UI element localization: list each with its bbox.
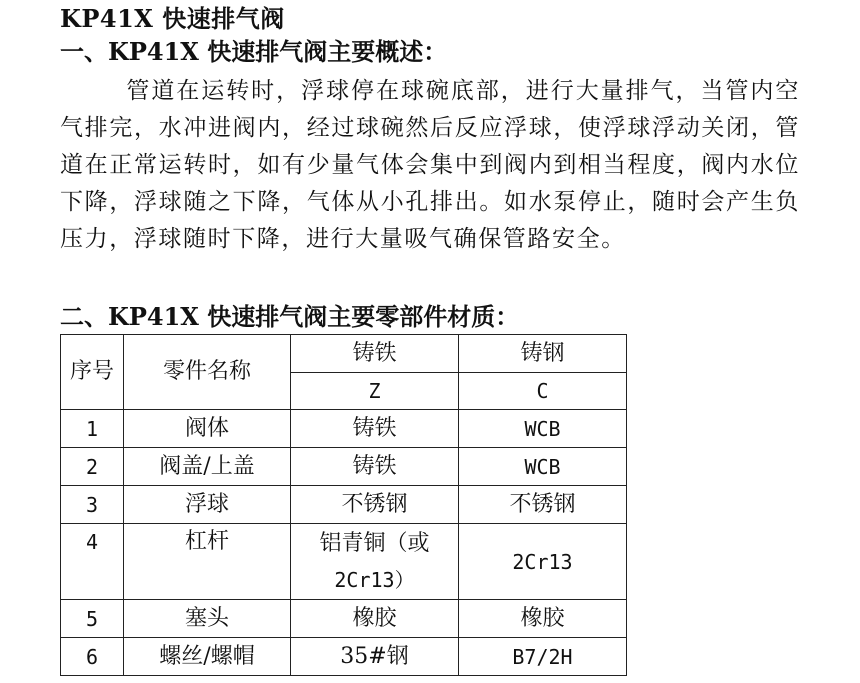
cell-part-name: 浮球 (124, 486, 291, 524)
header-cast-steel: 铸钢 (459, 335, 627, 373)
code-cast-steel: C (459, 373, 627, 410)
header-no: 序号 (61, 335, 124, 410)
cell-iron: 橡胶 (291, 600, 459, 638)
cell-iron: 35#钢 (291, 638, 459, 676)
cell-iron: 不锈钢 (291, 486, 459, 524)
section-2-heading: 二、KP41X 快速排气阀主要零部件材质： (60, 302, 520, 331)
table-row (61, 410, 627, 448)
cell-part-name: 塞头 (124, 600, 291, 638)
cell-no: 3 (61, 486, 124, 524)
cell-part-name: 阀体 (124, 410, 291, 448)
table-row (61, 486, 627, 524)
cell-no: 1 (61, 410, 124, 448)
cell-steel: B7/2H (459, 638, 627, 676)
header-part-name: 零件名称 (124, 335, 291, 410)
materials-table (60, 334, 627, 676)
cell-part-name: 阀盖/上盖 (124, 448, 291, 486)
cell-steel: 橡胶 (459, 600, 627, 638)
cell-steel: 2Cr13 (459, 524, 627, 600)
cell-iron-line-2: 2Cr13） (334, 567, 415, 592)
cell-iron-line-1: 铝青铜（或 (319, 530, 430, 556)
cell-iron: 铸铁 (291, 410, 459, 448)
cell-part-name: 杠杆 (124, 524, 291, 600)
section-1-paragraph (60, 73, 800, 258)
cell-steel: 不锈钢 (459, 486, 627, 524)
cell-iron (291, 524, 459, 600)
cell-no: 2 (61, 448, 124, 486)
table-row (61, 600, 627, 638)
cell-no: 5 (61, 600, 124, 638)
section-1-heading: 一、KP41X 快速排气阀主要概述： (60, 37, 448, 66)
cell-no: 6 (61, 638, 124, 676)
paragraph-text: 管道在运转时，浮球停在球碗底部，进行大量排气，当管内空气排完，水冲进阀内，经过球碗然后反应浮球，使浮球浮动关闭，管道在正常运转时，如有少量气体会集中到阀内到相当程度，阀内水位下降，浮球随之下降，气体从小孔排出。如水泵停止，随时会产生负压力，浮球随时下降，进行大量吸气确保管路安全。 (60, 78, 800, 252)
cell-steel: WCB (459, 410, 627, 448)
table-row (61, 524, 627, 600)
code-cast-iron: Z (291, 373, 459, 410)
table-row (61, 448, 627, 486)
cell-part-name: 螺丝/螺帽 (124, 638, 291, 676)
header-cast-iron: 铸铁 (291, 335, 459, 373)
document-title: KP41X 快速排气阀 (60, 4, 285, 33)
cell-no: 4 (61, 524, 124, 600)
cell-iron: 铸铁 (291, 448, 459, 486)
cell-steel: WCB (459, 448, 627, 486)
table-row (61, 638, 627, 676)
table-header-row (61, 335, 627, 373)
